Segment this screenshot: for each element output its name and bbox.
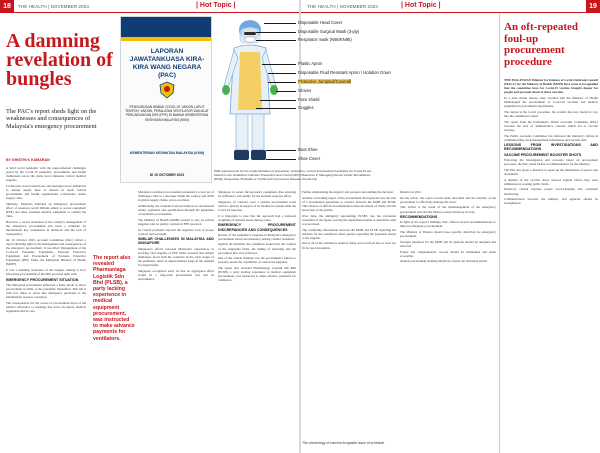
cover-top-band [121, 17, 212, 37]
paragraph: The consequences for the course of procurement move of the public's reluctance to warnings that lower its inputs, medical equipment and its care. [6, 300, 86, 314]
paragraph: A third world pandemic with the unprecedented challenges posed by the Covid-19 pandemic, governments and health institutions across the globe faced immense critical medical supplies. [6, 166, 86, 183]
left-running-head: THE HEALTH | NOVEMBER 2023 [18, 4, 89, 9]
paragraph: Proper and comprehensive records should be maintained and made accessible. [400, 249, 496, 258]
label-leader [268, 82, 296, 83]
subhead: VACCINE PROCUREMENT BOOSTER SHOTS [504, 152, 582, 157]
right-section-tag: | Hot Topic | [401, 2, 441, 9]
paragraph: The Malaysian government embraced a hasty mode of direct procurement in 2020, as the pandemic intensified. This left it with few times to stress that emergency purchases is the fundamental resource operation. [6, 283, 86, 300]
right-page-number: 19 [586, 0, 600, 13]
paragraph: Lockdowns, travel restrictions, and shortages drove demand in to disrupt supply lines of interest in April, federal governments and health organisations worldwide's tender supply crisis. [6, 183, 86, 201]
paragraph: Another concerning aspect of the procurement discrepancies was the lack of a documented agreement or contract between the MOH and PLSB. This absence of official documentation raises the matter of clarity and the protection of the parties. [302, 195, 396, 212]
paragraph: Its critical problems exposed the suppliers' lack of proper controls and oversight. [138, 227, 214, 236]
label-leader [256, 40, 296, 41]
paragraph: The Public Accounts Committee has indicated the ministry's failure in communicating stock management information and vaccine data. [504, 133, 598, 142]
ppe-label-plastic-apron: Plastic Apron [298, 61, 323, 66]
paragraph: The report also revealed Pharmaniaga Logistik Sdn Bhd (PLSB), a party lacking experience in medical equipment procurement, was instructed to make advance payments for ventilators. [218, 266, 296, 283]
ppe-label-gloves: Gloves [298, 88, 312, 93]
paragraph: Singapore recognised early on that an aggregated effort would be a long-term procurement tool and its performance. [138, 268, 214, 281]
paragraph: One of the critical findings was the government's failure to properly assess the capabilities of contracted suppliers. [218, 256, 296, 265]
paragraph: Review of the pandemic's response in Malaysia's emergency procurement shows inconsistency among conduct standards. [218, 232, 296, 241]
ppe-label-surgical-mask: Disposable Surgical Mask (3-ply) [298, 29, 360, 34]
ppe-label-face-shield: Face shield [298, 97, 320, 102]
right-running-head: THE HEALTH | NOVEMBER 2023 [307, 4, 378, 9]
ppe-label-jumpsuit: Protective Jumpsuit/Coverall [298, 79, 352, 84]
label-leader [262, 64, 296, 65]
left-column-1 [6, 166, 86, 446]
sidebar-body [504, 78, 598, 448]
paragraph: On the whole, the report reveals more shortfalls and the inability of the government to effectively manage the crisis. [400, 195, 496, 204]
paragraph: On 19 October 2023, Account Committee (PAC) tabled a report shedding light on the management and consequences of the emergency procurement. It was titled 'Management of the Covid-19 Pandemic Equipment, Personal Protective Equipment and Procurement of Personal Protective Equipment (PPE) Under the Malaysian Ministry of Health (MOH)'. [6, 237, 86, 267]
paragraph: In light of the report's findings, PAC offered several recommendations to improve emergency procurement. [400, 220, 496, 229]
paragraph: Annual procurement auditing should be carried out and made public. [400, 259, 488, 264]
paragraph: Communication between the ministry and agencies should be strengthened. [504, 197, 598, 206]
sidebar-article [499, 14, 600, 453]
cover-title: LAPORAN JAWATANKUASA KIRA-KIRA WANG NEGARA (PAC) [129, 48, 205, 79]
paragraph: The Ministry of Finance should issue specific directives for emergency procurement. [400, 230, 496, 239]
ppe-label-isolation-gown: Disposable Fluid Resistant Apron / Isolation Gown [298, 70, 391, 75]
sidebar-headline: An oft-repeated foul-up procurement procedure [504, 21, 579, 68]
cover-date: DI 15 OKTOBER 2023 [149, 173, 185, 177]
left-column-3 [218, 190, 296, 446]
paragraph: A number of the vaccine doses ordered expired before they were administered, wasting public funds. [504, 177, 598, 186]
left-page-number: 18 [0, 0, 14, 13]
label-leader [256, 108, 296, 109]
article-byline: BY GHISTHI K KUMARAN [6, 158, 50, 162]
left-header-rule [0, 12, 299, 13]
paragraph: Inventory control requires proper record-keeping and consistent monitoring. [504, 187, 598, 196]
sidebar-lead: THE MALAYSIAN Minister for Defence of Covid Outbreak Council (MACC) for the Ministry of Health (MOH) have come to be appalled that the committee have for Covid-19 vaccine brought deeper for people and personal shock of these vaccines. [504, 78, 598, 95]
paragraph: Over time, the ambiguity surrounding PLSB's role has prevented resolution of the lapses, leaving the department unable to determine what was procured. [302, 213, 396, 226]
paragraph: The Ministry of Health (MOH) worked to rely on private suppliers and on quality controls in PPE procured. [138, 217, 214, 226]
subhead: EMERGENCY PROCUREMENT DISCREPANCIES AND CONSEQUENCES [218, 223, 296, 232]
ppe-label-shoe-cover: Shoe Cover [298, 156, 321, 161]
left-column-2 [138, 190, 214, 446]
label-leader [266, 159, 296, 160]
subhead: LESSONS FROM INVESTIGATIONS AND RECOMMENDATIONS [504, 143, 598, 152]
label-leader [256, 32, 296, 33]
ppe-label-head-cover: Disposable Head Cover [298, 20, 343, 25]
cover-stripe [121, 37, 212, 41]
label-leader [268, 73, 296, 74]
paragraph: Kinetics in 2021. [400, 190, 422, 194]
paragraph: Similarly, Malaysia launched an emergency procurement effort of resources worth billions aimed to secure equipment (PPE) and other essential medical equipment to combat the virus. [6, 201, 86, 219]
pull-quote: The report also revealed Pharmaniaga Logistik Sdn Bhd (PLSB), a party lacking experience in medical equipment procurement, was instructed to make advance payments for ventilators. [93, 255, 135, 342]
cover-department: KEMENTERIAN KESIHATAN MALAYSIA (KKM) [129, 151, 205, 155]
right-header-rule [301, 12, 600, 13]
label-leader [276, 91, 296, 92]
paragraph: Further emphasising the urgency and pressure surrounding the decision. [302, 190, 394, 194]
ppe-label-boot-shoe: Boot Shoe [298, 147, 318, 152]
label-leader [266, 150, 296, 151]
article-headline: A damning revelation of bungles [6, 30, 113, 90]
paragraph: Stronger measures for the MOH and its agencies should be designed and enforced. [400, 239, 496, 248]
subhead: RECOMMENDATIONS [400, 215, 438, 220]
paragraph: It was a damning revelation of the bungles relating to how life-saving procurement of the PPE procured dealt with. [6, 268, 86, 277]
paragraph: Following the investigation and concerns raised on procurement processes, the PAC made further recommendations for the ministry. [504, 158, 598, 167]
paragraph: The delays in the Covid procedure, the scandal has now found its way into the committee's report. [504, 109, 598, 118]
pac-report-cover [120, 16, 212, 183]
right-column-1 [302, 190, 396, 440]
paragraph: Singapore, in contrast, took a quicker procurement route with its capacity in support of its healthcare system amid the Covid-19 response. [218, 199, 296, 212]
article-standfirst: The PAC's report sheds light on the weaknesses and consequences of Malaysia's emergency procurement [6, 108, 97, 130]
subhead: SIMILAR CHALLENGES IN MALAYSIA AND SINGAPORE [138, 237, 214, 246]
paragraph: Against the intention, the committee looked into the conduct of the supplying firms, the timing of tendering and the procedures that were followed. [218, 242, 296, 255]
paragraph: Singapore's efforts between Malaysia's experiences in securing vital supplies of PPE items revealed that similar challenges faced both the countries in the early stages of the pandemic, amid an unprecedented surge in the demand for urgent items. [138, 246, 214, 267]
ppe-label-goggles: Goggles [298, 105, 314, 110]
ppe-figure-caption: PPE requirements for the implementation of prevention, protection, control and treatment activities for Covid-19 are based on the Guidelines Infection Prevention and Control (IPC) Measures in Managing Person Under Surveillance (PUS), Suspected, Probable or Confirmed Coronavirus Disease (Covid-19). [214, 169, 372, 181]
ppe-label-respirator: Respirator mask (N95/KN95) [298, 37, 352, 42]
paragraph: It is important to note that the approach had a balanced weighting of national needs during crises. [218, 213, 296, 222]
bottom-caption: The chronology of vaccine incapable issue of schedule. [302, 441, 386, 445]
subhead: EMERGENCY PROCUREMENT SITUATION [6, 277, 79, 282]
paragraph: The conflicting information between the MOH and PLSB regarding the amounts for the ventilators raises queries regarding the payments issued to the supplier. [302, 227, 396, 240]
paragraph: Out of all of the ventilators ordered, many were received late or were not fit for use in hospitals. [302, 241, 396, 250]
paragraph: In a joint media release, they revealed that the Ministry of Health mismanaged the procurement of Covid-19 vaccines and medical equipment in government departments. [504, 95, 598, 109]
paragraph: Malaysia's resilience procurement presented it a new set of challenges. Due to a shortage within the country and shifts in global supply chains, prices escalated. [138, 190, 214, 203]
paragraph: Singapore to secure the necessary equipment, thus ensuring its sufficiency and quality for the national response effort. [218, 190, 296, 199]
paragraph: The report from the Parliament's Public Accounts Committee (PAC) revealed the lack of administrative controls which led to vaccine wastage. [504, 119, 598, 132]
right-column-2 [400, 22, 496, 440]
left-section-tag: | Hot Topic | [196, 2, 236, 9]
paragraph: However, a recent revelation of the country's management of the emergency procurement has been a reminder by international key weaknesses in decisions and the lack of transparency. [6, 219, 86, 237]
cover-subtitle: PENGURUSAN WABAK COVID-19: VAKSIN LUPUT TEMPOH, VAKSIN, PERALATAN VENTILATOR DAN ALAT PERLINDUNGAN DIRI (PPE) DI BAWAH KEMENTERIAN KESIHATAN MALAYSIA (KKM) [125, 105, 209, 122]
spacer [400, 22, 496, 190]
ppe-figure [214, 16, 391, 168]
label-leader [264, 23, 296, 24]
label-leader [260, 100, 296, 101]
coat-of-arms-icon [157, 81, 177, 99]
paragraph: This deficit is the result of the mismanagement of the emergency procurement and also the failure to keep inventory records. [400, 205, 496, 214]
paragraph: The PAC has given a directive to speed up the submission of reports and documents. [504, 167, 598, 176]
paragraph: Additionally, the evaluation and prevention of conventional tender, payments and qualification through the guidelines of unsuitable procurement. [138, 203, 214, 217]
